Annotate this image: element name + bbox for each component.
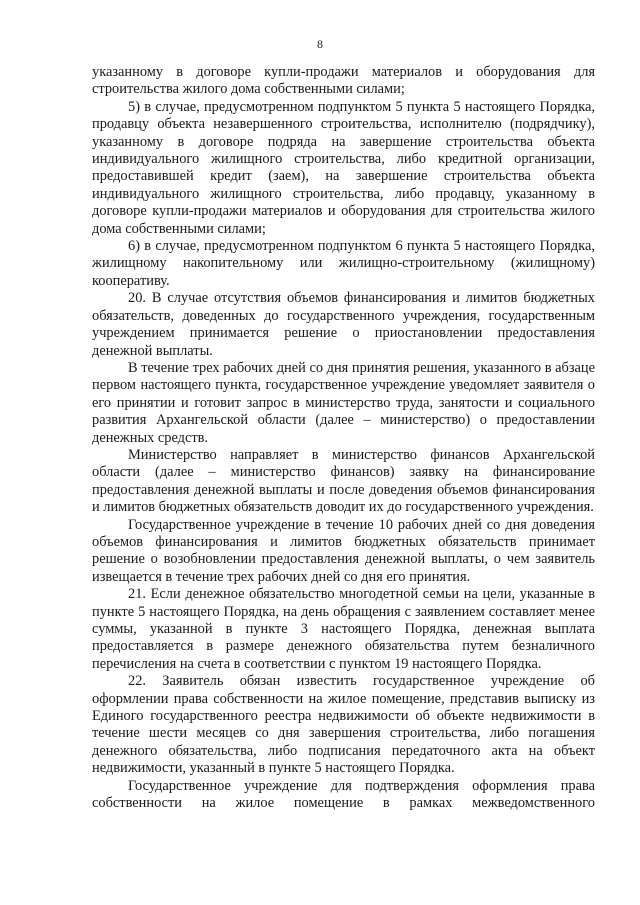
paragraph-item-22: 22. Заявитель обязан известить государственное учреждение об оформлении права собственности на жилое помещение, представив выписку из Единого государственного реестра недвижимости об объекте недвижимости в течение шести месяцев со дня завершения строительства, либо погашения денежного обязательства, либо подписания передаточного акта на объект недвижимости, указанный в пункте 5 настоящего Порядка. [92,673,595,777]
paragraph-item-20-resume: Государственное учреждение в течение 10 рабочих дней со дня доведения объемов финансирования и лимитов бюджетных обязательств принимает решение о возобновлении предоставления денежной выплаты, о чем заявитель извещается в течение трех рабочих дней со дня его принятия. [92,516,595,585]
page-number: 8 [317,37,323,51]
paragraph-item-22-verification: Государственное учреждение для подтверждения оформления права собственности на жилое помещение в рамках межведомственного [92,777,595,812]
paragraph-item-20-notice: В течение трех рабочих дней со дня принятия решения, указанного в абзаце первом настоящего пункта, государственное учреждение уведомляет заявителя о его принятии и готовит запрос в министерство труда, занятости и социального развития Архангельской области (далее – министерство) о предоставлении денежных средств. [92,359,595,446]
paragraph-item-21: 21. Если денежное обязательство многодетной семьи на цели, указанные в пункте 5 настоящего Порядка, на день обращения с заявлением составляет менее суммы, указанной в пункте 3 настоящего Порядка, денежная выплата предоставляется в размере денежного обязательства путем безналичного перечисления на счета в соответствии с пунктом 19 настоящего Порядка. [92,586,595,672]
paragraph-subitem-5: 5) в случае, предусмотренном подпунктом 5 пункта 5 настоящего Порядка, продавцу объекта незавершенного строительства, исполнителю (подрядчику), указанному в договоре подряда на завершение строительства объекта индивидуального жилищного строительства, либо кредитной организации, предоставившей кредит (заем), на завершение строительства объекта индивидуального жилищного строительства, либо продавцу, указанному в договоре купли-продажи материалов и оборудования для строительства жилого дома собственными силами; [92,98,595,237]
paragraph-continuation: указанному в договоре купли-продажи материалов и оборудования для строительства жилого дома собственными силами; [92,64,595,98]
paragraph-subitem-6: 6) в случае, предусмотренном подпунктом 6 пункта 5 настоящего Порядка, жилищному накопительному или жилищно-строительному (жилищному) кооперативу. [92,238,595,289]
paragraph-item-20-ministry: Министерство направляет в министерство финансов Архангельской области (далее – министерство финансов) заявку на финансирование предоставления денежной выплаты и после доведения объемов финансирования и лимитов бюджетных обязательств доводит их до государственного учреждения. [92,446,595,516]
paragraph-item-20: 20. В случае отсутствия объемов финансирования и лимитов бюджетных обязательств, доведенных до государственного учреждения, государственным учреждением принимается решение о приостановлении предоставления денежной выплаты. [92,290,595,359]
document-body [92,64,595,812]
